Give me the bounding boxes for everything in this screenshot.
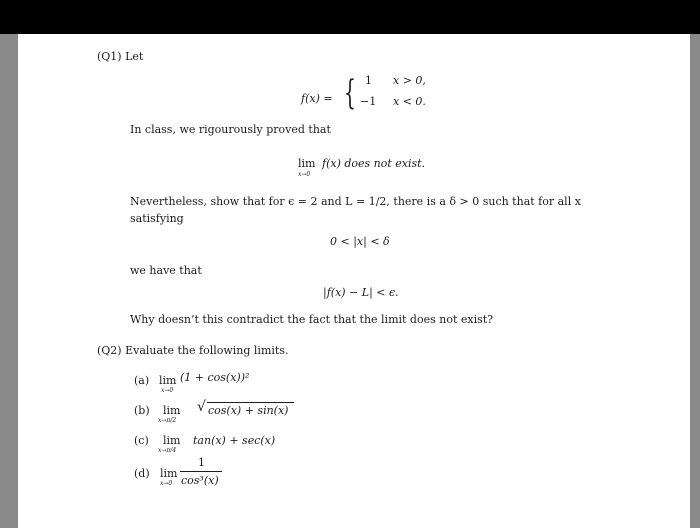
radical-bar	[207, 402, 294, 403]
q2d-lim: lim	[160, 467, 178, 480]
q2a-label: (a)	[134, 374, 150, 387]
q2b-expression: cos(x) + sin(x)	[208, 404, 289, 417]
case1-condition: x > 0,	[393, 74, 426, 87]
text-we-have: we have that	[130, 264, 202, 277]
q2b-lim: lim	[163, 404, 181, 417]
q2d-subscript: x→0	[160, 480, 173, 487]
top-black-bar	[0, 0, 700, 34]
case1-value: 1	[365, 74, 372, 87]
text-proved: In class, we rigourously proved that	[130, 123, 331, 136]
limit-word: lim	[298, 157, 316, 170]
text-satisfying: satisfying	[130, 212, 184, 225]
q2c-expression: tan(x) + sec(x)	[193, 434, 276, 447]
right-gray-border	[690, 34, 700, 528]
q2b-label: (b)	[134, 404, 150, 417]
q2c-lim: lim	[163, 434, 181, 447]
q2d-numerator: 1	[198, 456, 205, 469]
fraction-bar	[180, 471, 222, 472]
limit-expression: f(x) does not exist.	[322, 157, 426, 170]
q1-heading: (Q1) Let	[97, 50, 144, 63]
inequality-delta: 0 < |x| < δ	[330, 235, 390, 248]
q2c-label: (c)	[134, 434, 149, 447]
q2c-subscript: x→π/4	[158, 447, 177, 454]
q2a-subscript: x→0	[161, 387, 174, 394]
q2-heading: (Q2) Evaluate the following limits.	[97, 344, 289, 357]
q2a-lim: lim	[159, 374, 177, 387]
q2b-subscript: x→π/2	[158, 417, 177, 424]
q2d-denominator: cos³(x)	[181, 474, 219, 487]
case2-condition: x < 0.	[393, 95, 426, 108]
q2a-expression: (1 + cos(x))²	[180, 371, 250, 384]
text-nevertheless: Nevertheless, show that for ϵ = 2 and L = 1/2, there is a δ > 0 such that for all x	[130, 195, 581, 208]
q1-question: Why doesn’t this contradict the fact that the limit does not exist?	[130, 313, 494, 326]
limit-subscript: x→0	[298, 171, 311, 178]
fx-label: f(x) =	[301, 92, 333, 105]
left-gray-border	[0, 34, 18, 528]
q2d-label: (d)	[134, 467, 150, 480]
inequality-epsilon: |f(x) − L| < ϵ.	[323, 286, 399, 299]
cases-brace: {	[344, 73, 356, 113]
case2-value: −1	[360, 95, 377, 108]
sqrt-icon: √	[197, 399, 206, 415]
